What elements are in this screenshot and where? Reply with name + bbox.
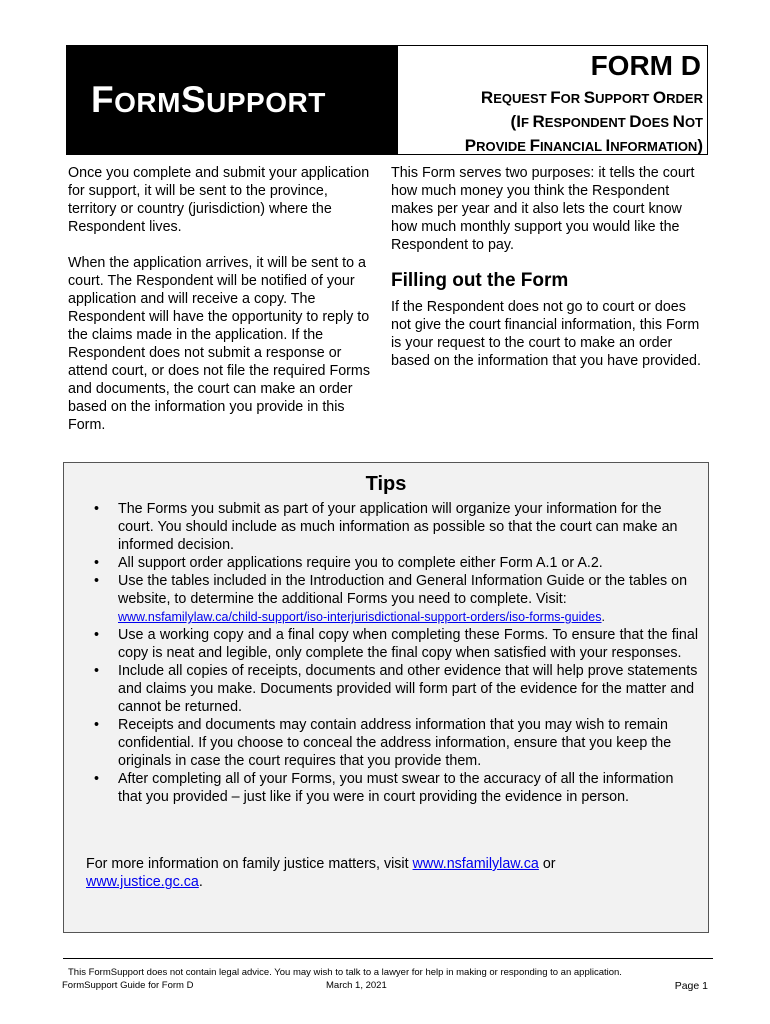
- section-heading: Filling out the Form: [391, 270, 569, 291]
- form-title-line3: PROVIDE FINANCIAL INFORMATION): [464, 136, 703, 155]
- footer-date: March 1, 2021: [326, 980, 387, 991]
- purpose-paragraph: This Form serves two purposes: it tells the court how much money you think the Respondent makes per year and it also lets the court know how much monthly support you would like the Respondent to pay.: [391, 165, 695, 253]
- list-item: • All support order applications require you to complete either Form A.1 or A.2.: [94, 555, 603, 571]
- form-id: FORM D: [590, 50, 701, 81]
- form-title-line1: REQUEST FOR SUPPORT ORDER: [480, 88, 703, 107]
- brand-smallcaps: ORM: [114, 87, 181, 118]
- tips-title: Tips: [365, 473, 407, 495]
- forms-guide-link[interactable]: www.nsfamilylaw.ca/child-support/iso-interjurisdictional-support-orders/iso-forms-guides: [118, 610, 602, 624]
- justice-link[interactable]: www.justice.gc.ca: [86, 874, 199, 890]
- brand-logo-text: [91, 79, 326, 121]
- tips-box: [63, 462, 709, 933]
- bullet-icon: •: [94, 627, 100, 643]
- bullet-icon: •: [94, 663, 100, 679]
- more-info-text: For more information on family justice matters, visit www.nsfamilylaw.ca or www.justice.gc.ca.: [86, 856, 556, 890]
- form-header: [66, 45, 708, 155]
- tips-list: [94, 500, 698, 806]
- bullet-icon: •: [94, 501, 100, 517]
- footer-divider: [63, 958, 713, 959]
- footer-guide-name: FormSupport Guide for Form D: [62, 980, 194, 991]
- bullet-icon: •: [94, 717, 100, 733]
- filling-out-paragraph: If the Respondent does not go to court or does not give the court financial information, this Form is your request to the court to make an order based on the information that you have provided.: [391, 299, 701, 369]
- bullet-icon: •: [94, 573, 100, 589]
- form-title: [403, 86, 703, 158]
- bullet-icon: •: [94, 555, 100, 571]
- intro-paragraph: Once you complete and submit your application for support, it will be sent to the province, territory or country (jurisdiction) where the Respondent lives.: [68, 165, 370, 235]
- footer-page-number: Page 1: [674, 980, 708, 992]
- list-item: • The Forms you submit as part of your application will organize your information for the court. You should include as much information as possible so that the court can make an informed decision.: [94, 501, 678, 553]
- footer-disclaimer: This FormSupport does not contain legal advice. You may wish to talk to a lawyer for help in making or responding to an application.: [68, 967, 622, 978]
- list-item: • Include all copies of receipts, documents and other evidence that will help prove statements and claims you make. Documents provided will form part of the evidence for the matter and cannot be returned.: [94, 663, 698, 715]
- court-process-paragraph: When the application arrives, it will be sent to a court. The Respondent will be notified of your application and will receive a copy. The Respondent will have the opportunity to reply to the claims made in the application. If the Respondent does not submit a response or attend court, or does not file the required Forms and documents, the court can make an order based on the information you provide in this Form.: [68, 255, 370, 433]
- brand-banner: [67, 46, 398, 154]
- brand-smallcaps: UPPORT: [206, 87, 326, 118]
- right-column: [391, 164, 706, 370]
- left-column: [68, 164, 380, 434]
- list-item: • Receipts and documents may contain address information that you may wish to remain confidential. If you choose to conceal the address information, ensure that you keep the originals in case the court requires that you provide them.: [94, 717, 672, 769]
- bullet-icon: •: [94, 771, 100, 787]
- nsfamilylaw-link[interactable]: www.nsfamilylaw.ca: [412, 856, 539, 872]
- brand-letter: S: [180, 79, 207, 120]
- list-item: • Use the tables included in the Introduction and General Information Guide or the tables on website, to determine the additional Forms you need to complete. Visit: www.nsfamilylaw.ca/child-support/iso-interjurisdictional-support-orders/iso-forms-guides.: [94, 573, 688, 624]
- form-title-line2: (IF RESPONDENT DOES NOT: [510, 112, 703, 131]
- list-item: • Use a working copy and a final copy when completing these Forms. To ensure that the final copy is neat and legible, only complete the final copy when satisfied with your responses.: [94, 627, 698, 661]
- list-item: • After completing all of your Forms, you must swear to the accuracy of all the information that you provided – just like if you were in court providing the evidence in person.: [94, 771, 674, 805]
- brand-letter: F: [91, 79, 115, 120]
